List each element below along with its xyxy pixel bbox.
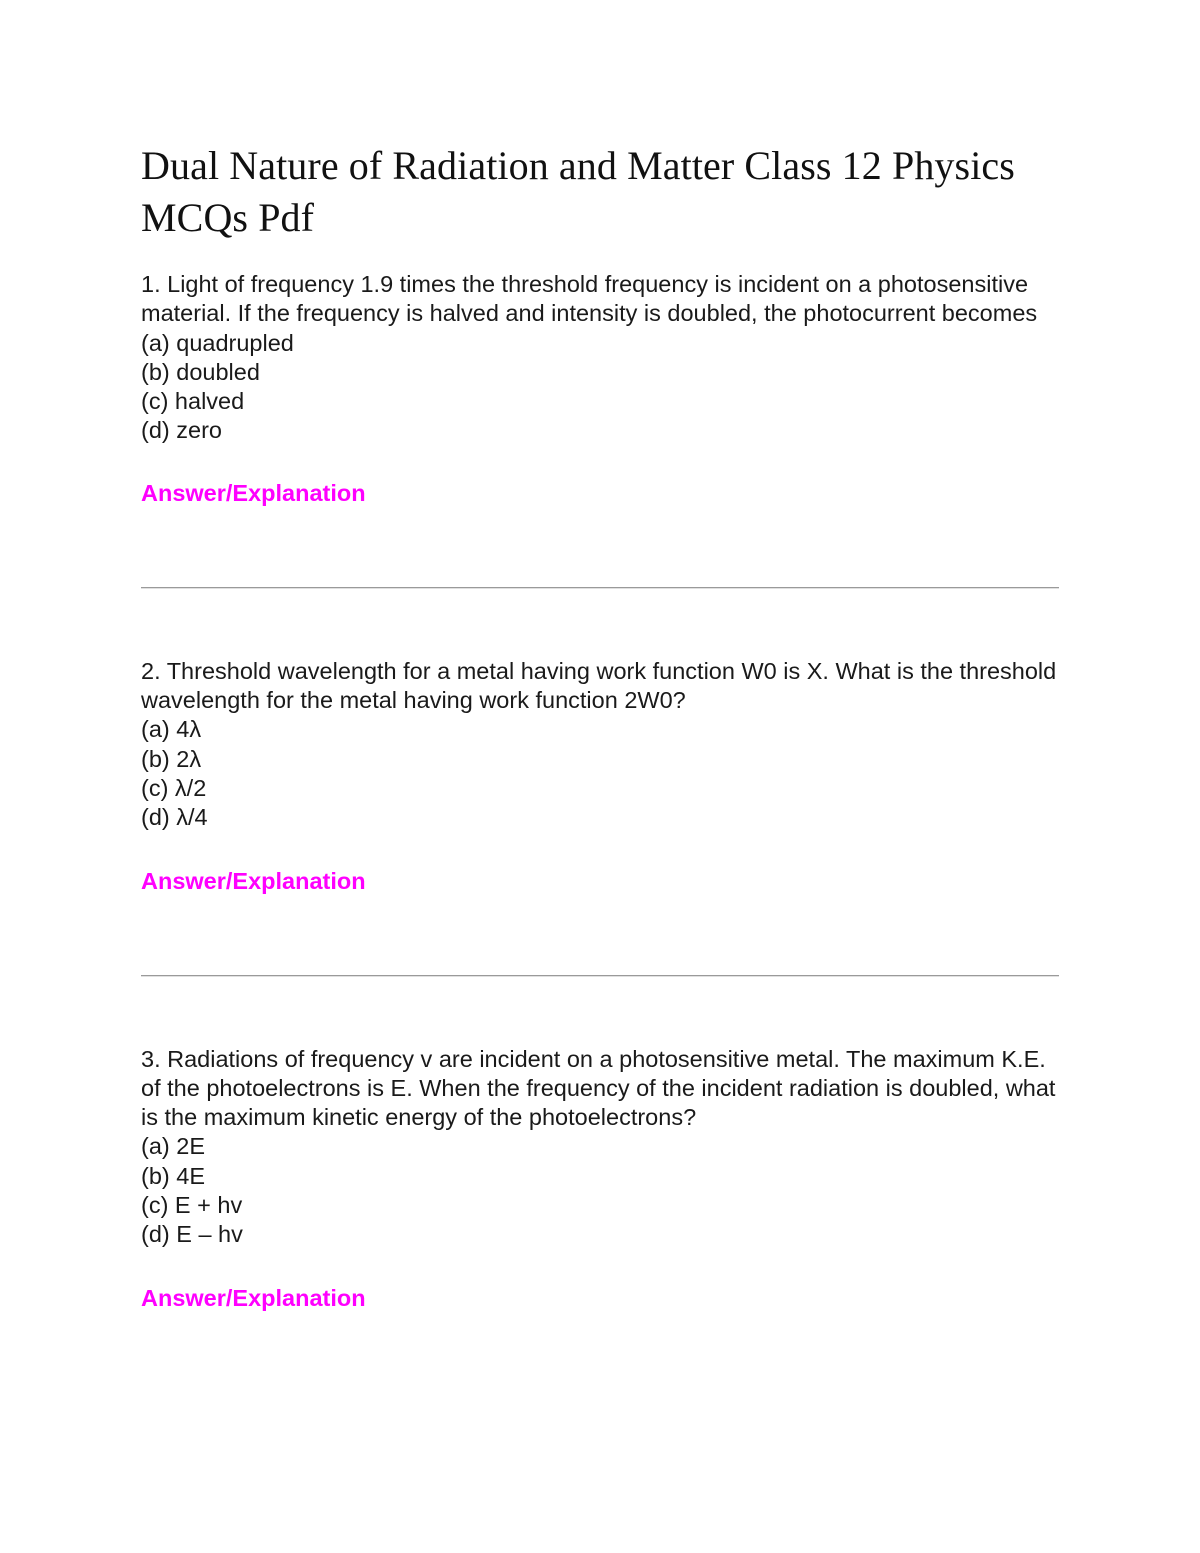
option-b: (b) 2λ xyxy=(141,745,202,772)
question-3 xyxy=(141,1045,1061,1250)
option-a: (a) 4λ xyxy=(141,716,202,743)
answer-explanation-link[interactable]: Answer/Explanation xyxy=(141,479,366,506)
option-a: (a) 2E xyxy=(141,1133,205,1160)
divider xyxy=(141,587,1059,589)
option-b: (b) 4E xyxy=(141,1162,205,1189)
option-d: (d) zero xyxy=(141,417,222,444)
option-b: (b) doubled xyxy=(141,358,260,385)
option-c: (c) E + hv xyxy=(141,1192,243,1219)
question-text: 3. Radiations of frequency v are incident on a photosensitive metal. The maximum K.E. of the photoelectrons is E. When the frequency of the incident radiation is doubled, what is the maximum kinetic energy of the photoelectrons? xyxy=(141,1045,1056,1131)
option-d: (d) λ/4 xyxy=(141,804,208,831)
option-list xyxy=(141,715,1061,832)
option-c: (c) halved xyxy=(141,388,245,415)
divider xyxy=(141,975,1059,977)
answer-explanation-link[interactable]: Answer/Explanation xyxy=(141,867,366,894)
option-list xyxy=(141,329,1061,446)
option-a: (a) quadrupled xyxy=(141,329,294,356)
answer-explanation-link[interactable]: Answer/Explanation xyxy=(141,1284,366,1311)
option-c: (c) λ/2 xyxy=(141,774,207,801)
question-text: 1. Light of frequency 1.9 times the threshold frequency is incident on a photosensitive material. If the frequency is halved and intensity is doubled, the photocurrent becomes xyxy=(141,271,1038,327)
question-1 xyxy=(141,270,1061,446)
document-page xyxy=(141,140,1061,1313)
page-title: Dual Nature of Radiation and Matter Class 12 Physics MCQs Pdf xyxy=(141,143,1015,240)
option-list xyxy=(141,1132,1061,1249)
question-text: 2. Threshold wavelength for a metal having work function W0 is X. What is the threshold wavelength for the metal having work function 2W0? xyxy=(141,657,1057,714)
question-2 xyxy=(141,657,1061,833)
option-d: (d) E – hv xyxy=(141,1221,243,1248)
